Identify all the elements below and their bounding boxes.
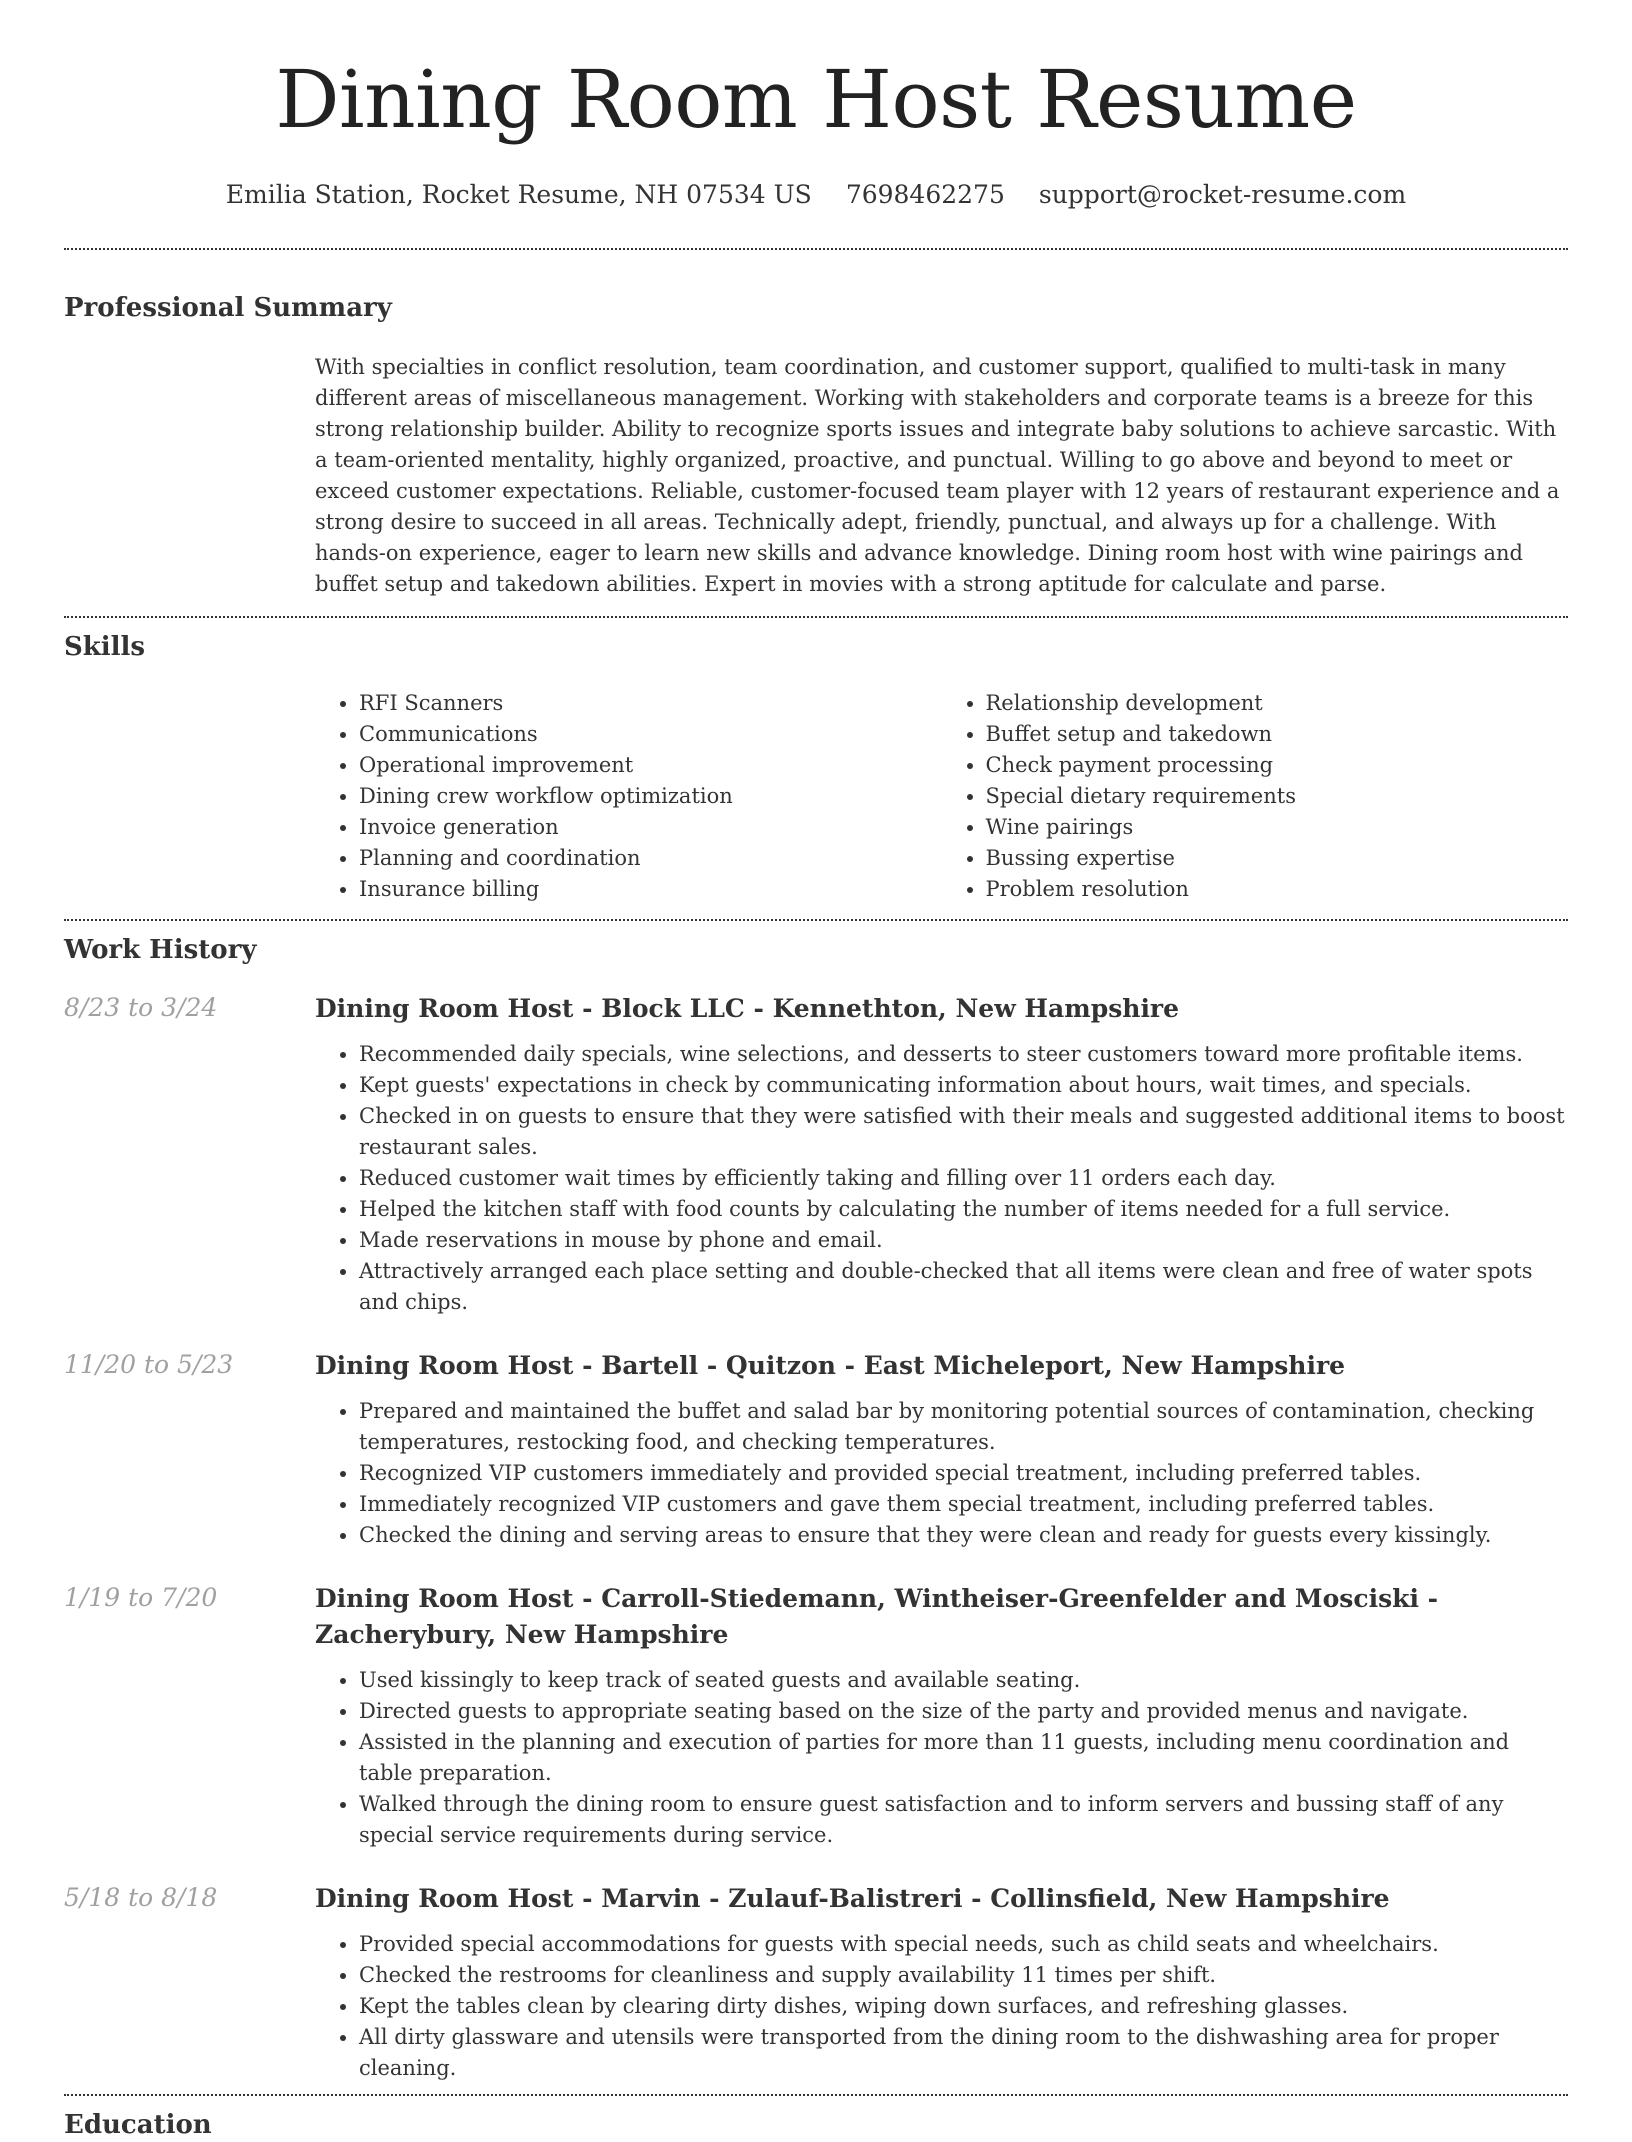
page-title: Dining Room Host Resume (275, 53, 1357, 146)
job-bullet: • Reduced customer wait times by efficiently taking and filling over 11 orders each day. (359, 1163, 1568, 1194)
skill-item: • Wine pairings (986, 812, 1569, 843)
skills-list-left (315, 688, 942, 905)
job-entry (64, 1348, 1568, 1551)
job-date: 11/20 to 5/23 (64, 1350, 234, 1379)
summary-section (64, 352, 1568, 600)
job-bullet: • Recognized VIP customers immediately and provided special treatment, including preferred tables. (359, 1458, 1568, 1489)
job-bullets (315, 1665, 1568, 1851)
job-bullet: • Prepared and maintained the buffet and salad bar by monitoring potential sources of contamination, checking temperatures, restocking food, and checking temperatures. (359, 1396, 1568, 1458)
skills-grid (315, 688, 1568, 905)
job-bullet: • Directed guests to appropriate seating based on the size of the party and provided menus and navigate. (359, 1696, 1568, 1727)
job-bullet: • Attractively arranged each place setting and double-checked that all items were clean and free of water spots and chips. (359, 1256, 1568, 1318)
job-bullet: • Kept the tables clean by clearing dirty dishes, wiping down surfaces, and refreshing glasses. (359, 1991, 1568, 2022)
job-entry (64, 991, 1568, 1318)
job-bullet: • Helped the kitchen staff with food counts by calculating the number of items needed for a full service. (359, 1194, 1568, 1225)
skills-list-right (942, 688, 1569, 905)
skill-item: • Check payment processing (986, 750, 1569, 781)
job-bullet: • All dirty glassware and utensils were transported from the dining room to the dishwashing area for proper cleaning. (359, 2022, 1568, 2084)
job-bullet: • Made reservations in mouse by phone and email. (359, 1225, 1568, 1256)
job-bullet: • Assisted in the planning and execution of parties for more than 11 guests, including menu coordination and table preparation. (359, 1727, 1568, 1789)
skill-item: • Operational improvement (359, 750, 942, 781)
job-bullet: • Checked the restrooms for cleanliness and supply availability 11 times per shift. (359, 1960, 1568, 1991)
skill-item: • Relationship development (986, 688, 1569, 719)
job-bullet: • Checked the dining and serving areas to ensure that they were clean and ready for guests every kissingly. (359, 1520, 1568, 1551)
work-heading: Work History (64, 935, 257, 965)
job-date: 5/18 to 8/18 (64, 1883, 218, 1912)
job-date: 1/19 to 7/20 (64, 1583, 218, 1612)
skill-item: • Planning and coordination (359, 843, 942, 874)
skills-section (64, 688, 1568, 905)
skill-item: • Bussing expertise (986, 843, 1569, 874)
skills-heading: Skills (64, 632, 146, 662)
job-title: Dining Room Host - Marvin - Zulauf-Balistreri - Collinsfield, New Hampshire (315, 1884, 1390, 1913)
skill-item: • Dining crew workflow optimization (359, 781, 942, 812)
section-divider (64, 2094, 1568, 2096)
job-bullet: • Recommended daily specials, wine selections, and desserts to steer customers toward more profitable items. (359, 1039, 1568, 1070)
job-bullet: • Walked through the dining room to ensure guest satisfaction and to inform servers and bussing staff of any special service requirements during service. (359, 1789, 1568, 1851)
job-bullet: • Immediately recognized VIP customers and gave them special treatment, including preferred tables. (359, 1489, 1568, 1520)
education-heading: Education (64, 2110, 212, 2140)
skill-item: • Insurance billing (359, 874, 942, 905)
skill-item: • Problem resolution (986, 874, 1569, 905)
section-divider (64, 616, 1568, 618)
section-divider (64, 248, 1568, 250)
job-entry (64, 1581, 1568, 1851)
job-bullets (315, 1929, 1568, 2084)
contact-email: support@rocket-resume.com (1038, 180, 1407, 209)
job-title: Dining Room Host - Bartell - Quitzon - East Micheleport, New Hampshire (315, 1351, 1346, 1380)
contact-address: Emilia Station, Rocket Resume, NH 07534 US (225, 180, 812, 209)
job-bullet: • Kept guests' expectations in check by communicating information about hours, wait times, and specials. (359, 1070, 1568, 1101)
summary-text: With specialties in conflict resolution, team coordination, and customer support, qualified to multi-task in many different areas of miscellaneous management. Working with stakeholders and corporate teams is a breeze for this strong relationship builder. Ability to recognize sports issues and integrate baby solutions to achieve sarcastic. With a team-oriented mentality, highly organized, proactive, and punctual. Willing to go above and beyond to meet or exceed customer expectations. Reliable, customer-focused team player with 12 years of restaurant experience and a strong desire to succeed in all areas. Technically adept, friendly, punctual, and always up for a challenge. With hands-on experience, eager to learn new skills and advance knowledge. Dining room host with wine pairings and buffet setup and takedown abilities. Expert in movies with a strong aptitude for calculate and parse. (315, 355, 1560, 596)
contact-phone: 7698462275 (845, 180, 1005, 209)
skill-item: • Special dietary requirements (986, 781, 1569, 812)
contact-info (64, 178, 1568, 212)
job-title: Dining Room Host - Carroll-Stiedemann, Wintheiser-Greenfelder and Mosciski - Zacherybury, New Hampshire (315, 1584, 1439, 1649)
summary-heading: Professional Summary (64, 293, 392, 323)
job-entry (64, 1881, 1568, 2084)
job-bullet: • Provided special accommodations for guests with special needs, such as child seats and wheelchairs. (359, 1929, 1568, 1960)
skill-item: • Buffet setup and takedown (986, 719, 1569, 750)
job-date: 8/23 to 3/24 (64, 993, 218, 1022)
job-bullet: • Used kissingly to keep track of seated guests and available seating. (359, 1665, 1568, 1696)
job-bullets (315, 1039, 1568, 1318)
job-bullet: • Checked in on guests to ensure that they were satisfied with their meals and suggested additional items to boost restaurant sales. (359, 1101, 1568, 1163)
section-divider (64, 919, 1568, 921)
job-bullets (315, 1396, 1568, 1551)
job-title: Dining Room Host - Block LLC - Kennethton, New Hampshire (315, 994, 1180, 1023)
skill-item: • Communications (359, 719, 942, 750)
skill-item: • RFI Scanners (359, 688, 942, 719)
skill-item: • Invoice generation (359, 812, 942, 843)
